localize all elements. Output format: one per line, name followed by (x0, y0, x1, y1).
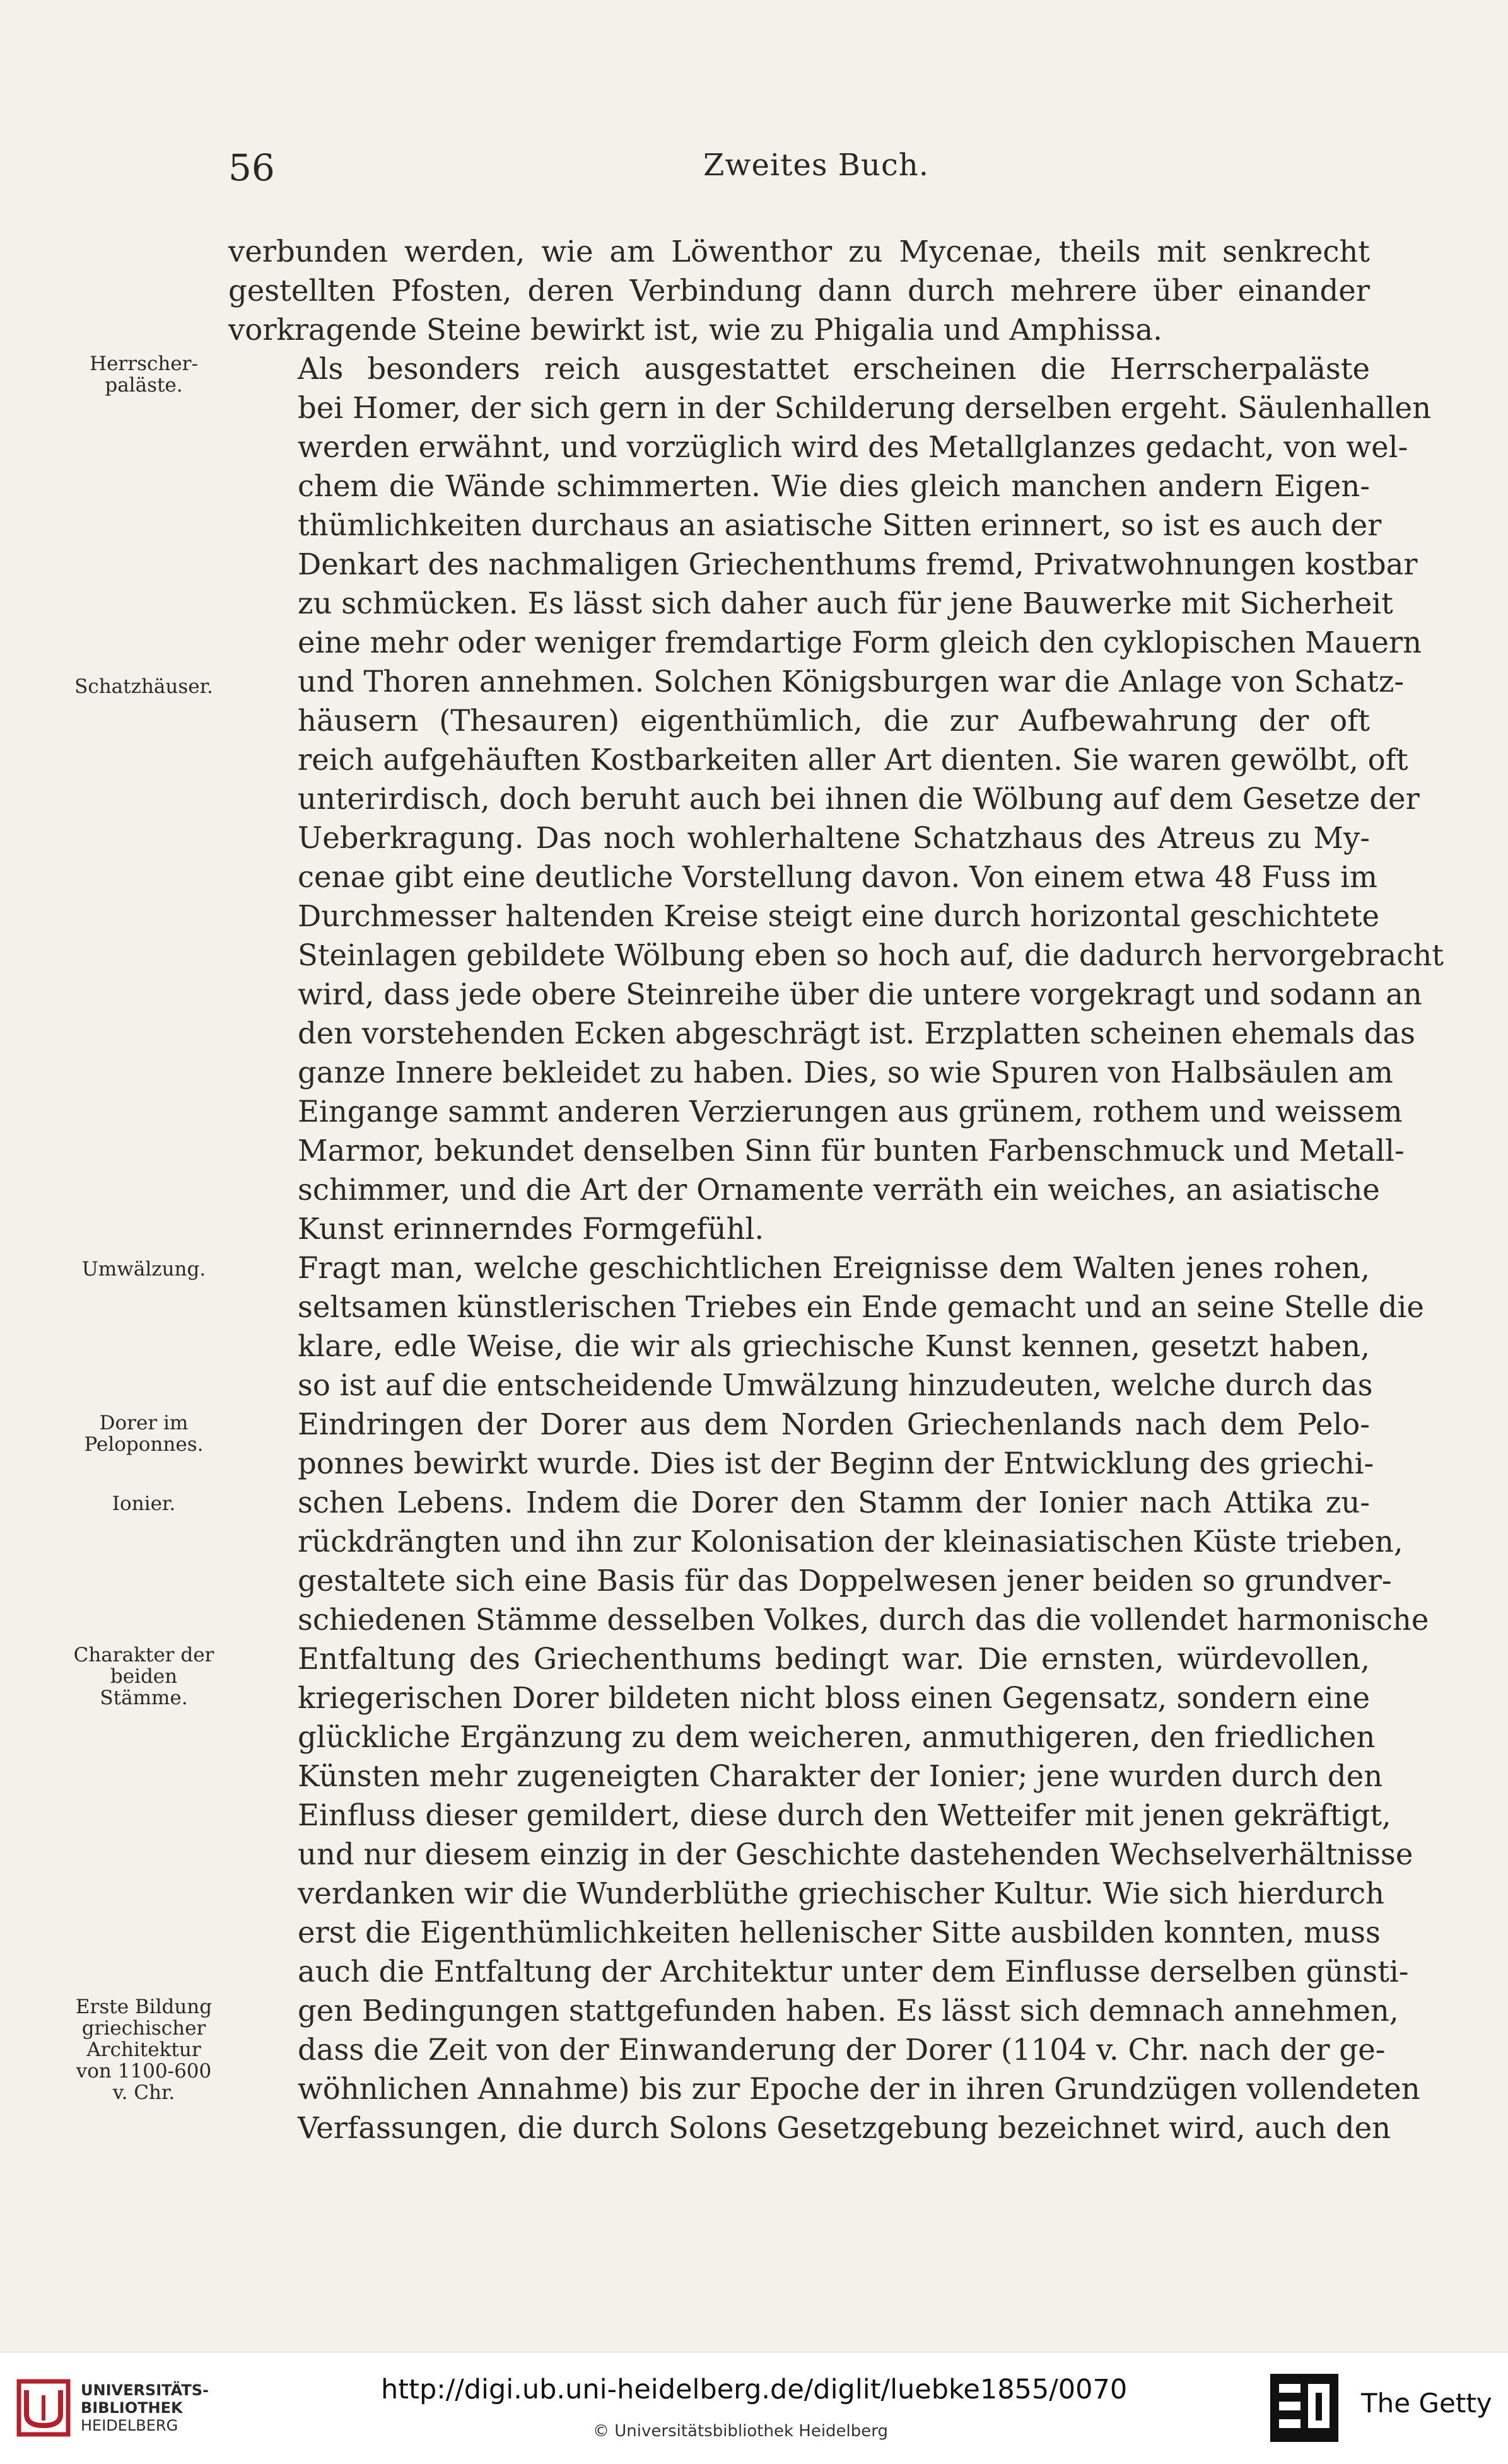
margin-note-umwaelzung (68, 1258, 219, 1280)
text-line: erst die Eigenthümlichkeiten hellenischer Sitte ausbilden konnten, muss (298, 1915, 1381, 1950)
text-line: rückdrängten und ihn zur Kolonisation der kleinasiatischen Küste trieben, (298, 1525, 1403, 1559)
text-line: seltsamen künstlerischen Triebes ein Ende gemacht und an seine Stelle die (298, 1290, 1424, 1324)
ub-name-line: UNIVERSITÄTS- (81, 2381, 209, 2399)
ub-name-line: HEIDELBERG (81, 2417, 178, 2434)
margin-note-line: Architektur (86, 2038, 201, 2061)
text-line: zu schmücken. Es lässt sich daher auch für jene Bauwerke mit Sicherheit (298, 586, 1393, 620)
text-line: cenae gibt eine deutliche Vorstellung davon. Von einem etwa 48 Fuss im (298, 860, 1377, 894)
text-line: häusern (Thesauren) eigenthümlich, die zur Aufbewahrung der oft (298, 704, 1370, 738)
copyright-notice: © Universitätsbibliothek Heidelberg (593, 2422, 889, 2441)
text-line: gestaltete sich eine Basis für das Doppelwesen jener beiden so grundver- (298, 1564, 1392, 1598)
margin-note-line: Stämme. (100, 1687, 188, 1709)
text-line: schen Lebens. Indem die Dorer den Stamm der Ionier nach Attika zu- (298, 1485, 1370, 1520)
text-line: vorkragende Steine bewirkt ist, wie zu Phigalia und Amphissa. (228, 313, 1162, 347)
text-line: Durchmesser haltenden Kreise steigt eine durch horizontal geschichtete (298, 899, 1380, 933)
text-line: so ist auf die entscheidende Umwälzung hinzudeuten, welche durch das (298, 1368, 1373, 1402)
text-line: Fragt man, welche geschichtlichen Ereignisse dem Walten jenes rohen, (298, 1251, 1370, 1285)
text-line: verdanken wir die Wunderblüthe griechischer Kultur. Wie sich hierdurch (298, 1876, 1384, 1910)
text-line: dass die Zeit von der Einwanderung der Dorer (1104 v. Chr. nach der ge- (298, 2033, 1386, 2067)
text-line: ganze Innere bekleidet zu haben. Dies, so wie Spuren von Halbsäulen am (298, 1055, 1393, 1090)
page-number: 56 (228, 146, 275, 189)
text-line: wöhnlichen Annahme) bis zur Epoche der in ihren Grundzügen vollendeten (298, 2072, 1420, 2106)
ub-heidelberg-name (81, 2381, 209, 2434)
text-line: Eindringen der Dorer aus dem Norden Griechenlands nach dem Pelo- (298, 1407, 1370, 1441)
getty-name: The Getty (1361, 2388, 1492, 2419)
getty-logo-icon (1266, 2370, 1342, 2446)
text-line: Als besonders reich ausgestattet erscheinen die Herrscherpaläste (298, 352, 1370, 386)
text-line: wird, dass jede obere Steinreihe über die untere vorgekragt und sodann an (298, 977, 1422, 1011)
margin-note-line: Peloponnes. (84, 1433, 204, 1456)
text-line: Künsten mehr zugeneigten Charakter der Ionier; jene wurden durch den (298, 1759, 1383, 1793)
text-line: auch die Entfaltung der Architektur unter dem Einflusse derselben günsti- (298, 1955, 1409, 1989)
text-line: bei Homer, der sich gern in der Schilderung derselben ergeht. Säulenhallen (298, 391, 1432, 425)
text-line: Entfaltung des Griechenthums bedingt war. Die ernsten, würdevollen, (298, 1642, 1370, 1676)
text-line: ponnes bewirkt wurde. Dies ist der Beginn der Entwicklung des griechi- (298, 1446, 1374, 1480)
page-header (0, 146, 1508, 197)
margin-note-line: Charakter der (73, 1644, 214, 1666)
margin-note-erste-bildung (68, 1996, 219, 2103)
text-line: gestellten Pfosten, deren Verbindung dann durch mehrere über einander (228, 274, 1370, 308)
text-line: schimmer, und die Art der Ornamente verräth ein weiches, an asiatische (298, 1173, 1380, 1207)
margin-note-schatzhaeuser (68, 676, 219, 697)
margin-note-line: paläste. (105, 374, 183, 397)
text-line: den vorstehenden Ecken abgeschrägt ist. Erzplatten scheinen ehemals das (298, 1016, 1415, 1050)
text-line: werden erwähnt, und vorzüglich wird des Metallglanzes gedacht, von wel- (298, 430, 1408, 464)
text-line: Denkart des nachmaligen Griechenthums fremd, Privatwohnungen kostbar (298, 547, 1418, 581)
ub-heidelberg-logo-icon (15, 2376, 72, 2439)
text-line: Kunst erinnerndes Formgefühl. (298, 1212, 764, 1246)
margin-note-line: Herrscher- (90, 352, 198, 375)
margin-note-line: Dorer im (99, 1412, 189, 1434)
permalink-url[interactable]: http://digi.ub.uni-heidelberg.de/diglit/luebke1855/0070 (381, 2374, 1128, 2405)
paragraph (228, 232, 1370, 349)
text-line: Ueberkragung. Das noch wohlerhaltene Schatzhaus des Atreus zu My- (298, 821, 1370, 855)
margin-notes (0, 0, 221, 2463)
text-line: verbunden werden, wie am Löwenthor zu Mycenae, theils mit senkrecht (228, 235, 1370, 269)
ub-heidelberg-logo[interactable] (15, 2376, 209, 2439)
margin-note-charakter (68, 1644, 219, 1709)
body-text (228, 232, 1444, 2147)
margin-note-line: griechischer (81, 2017, 206, 2040)
text-line: kriegerischen Dorer bildeten nicht bloss einen Gegensatz, sondern eine (298, 1681, 1370, 1715)
text-line: gen Bedingungen stattgefunden haben. Es lässt sich demnach annehmen, (298, 1994, 1399, 2028)
getty-logo[interactable] (1266, 2370, 1493, 2446)
ub-name-line: BIBLIOTHEK (81, 2399, 183, 2417)
margin-note-herrscherpalaeste (68, 353, 219, 396)
text-line: und Thoren annehmen. Solchen Königsburgen war die Anlage von Schatz- (298, 665, 1405, 699)
margin-note-line: Schatzhäuser. (74, 675, 213, 698)
text-line: glückliche Ergänzung zu dem weicheren, anmuthigeren, den friedlichen (298, 1720, 1376, 1754)
paragraph (228, 1248, 1429, 2147)
text-line: und nur diesem einzig in der Geschichte dastehenden Wechselverhältnisse (298, 1837, 1413, 1871)
margin-note-line: Umwälzung. (81, 1258, 206, 1281)
text-line: thümlichkeiten durchaus an asiatische Sitten erinnert, so ist es auch der (298, 508, 1382, 542)
text-line: Verfassungen, die durch Solons Gesetzgebung bezeichnet wird, auch den (298, 2111, 1391, 2145)
text-line: schiedenen Stämme desselben Volkes, durch das die vollendet harmonische (298, 1603, 1429, 1637)
margin-note-line: Erste Bildung (75, 1996, 213, 2018)
text-line: Eingange sammt anderen Verzierungen aus grünem, rothem und weissem (298, 1095, 1403, 1129)
text-line: Einfluss dieser gemildert, diese durch den Wetteifer mit jenen gekräftigt, (298, 1798, 1391, 1832)
text-line: chem die Wände schimmerten. Wie dies gleich manchen andern Eigen- (298, 469, 1370, 503)
text-line: unterirdisch, doch beruht auch bei ihnen die Wölbung auf dem Gesetze der (298, 782, 1420, 816)
running-head: Zweites Buch. (703, 148, 930, 183)
footer-bar (0, 2352, 1508, 2464)
text-line: Steinlagen gebildete Wölbung eben so hoch auf, die dadurch hervorgebracht (298, 938, 1444, 972)
text-line: Marmor, bekundet denselben Sinn für bunten Farbenschmuck und Metall- (298, 1134, 1405, 1168)
margin-note-line: beiden (110, 1665, 178, 1688)
margin-note-line: v. Chr. (112, 2081, 175, 2104)
text-line: reich aufgehäuften Kostbarkeiten aller Art dienten. Sie waren gewölbt, oft (298, 743, 1408, 777)
margin-note-dorer (68, 1412, 219, 1455)
margin-note-line: Ionier. (112, 1492, 176, 1515)
paragraph (228, 349, 1444, 1248)
margin-note-ionier (68, 1493, 219, 1514)
text-line: eine mehr oder weniger fremdartige Form gleich den cyklopischen Mauern (298, 625, 1422, 660)
text-line: klare, edle Weise, die wir als griechische Kunst kennen, gesetzt haben, (298, 1329, 1370, 1363)
margin-note-line: von 1100-600 (76, 2060, 212, 2083)
